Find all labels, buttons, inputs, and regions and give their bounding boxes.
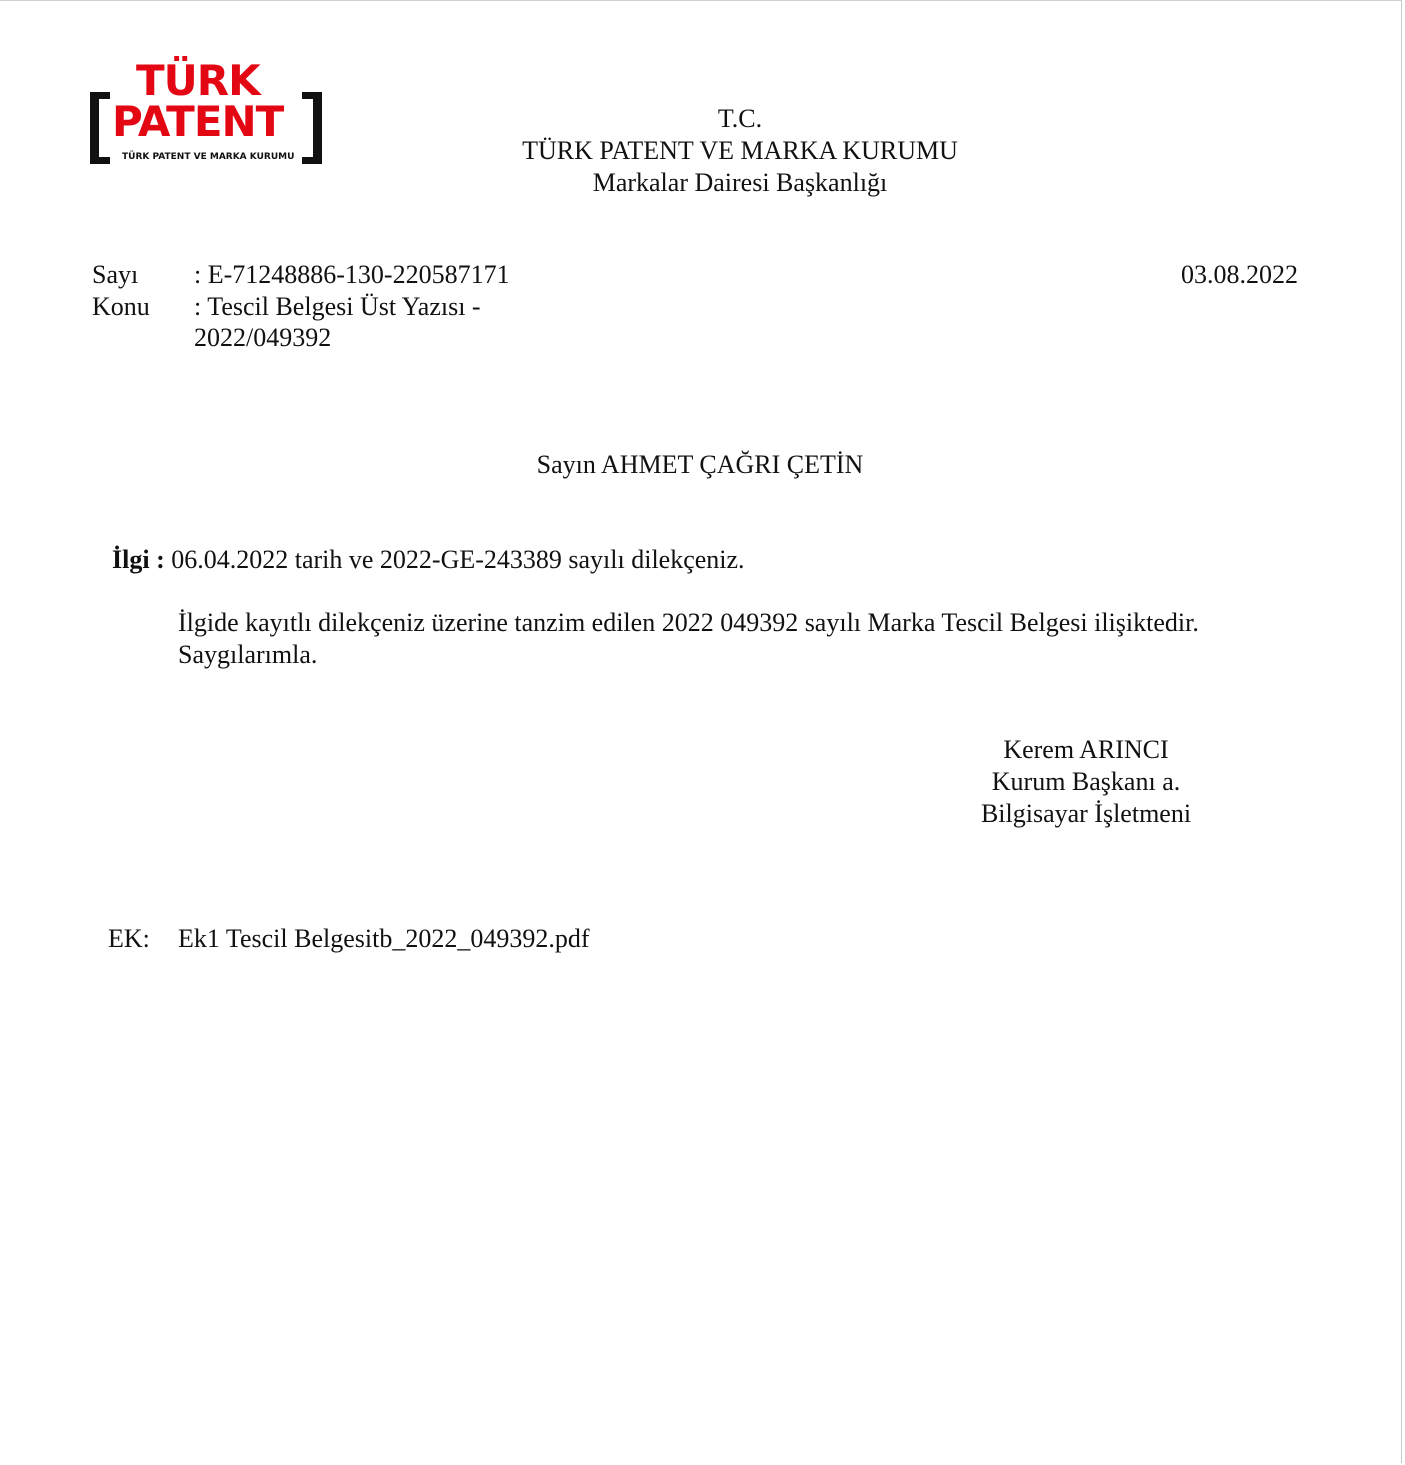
letterhead	[440, 103, 1040, 199]
logo-left-bracket	[90, 92, 99, 164]
konu-label: Konu	[92, 292, 150, 321]
sayi-label: Sayı	[92, 260, 139, 289]
ilgi-label: İlgi :	[112, 545, 165, 574]
ilgi-line	[112, 544, 745, 576]
ilgi-text: 06.04.2022 tarih ve 2022-GE-243389 sayılı dilekçeniz.	[171, 545, 745, 574]
document-date: 03.08.2022	[1181, 260, 1298, 289]
letter-body	[178, 607, 1199, 671]
letterhead-line-department: Markalar Dairesi Başkanlığı	[592, 168, 888, 197]
signer-role: Bilgisayar İşletmeni	[980, 799, 1192, 828]
konu-value: : Tescil Belgesi Üst Yazısı -	[194, 292, 481, 321]
konu-value-continued: 2022/049392	[194, 323, 332, 352]
logo-right-bracket	[313, 92, 322, 164]
logo-word-patent: PATENT	[112, 97, 284, 146]
logo-subtitle: TÜRK PATENT VE MARKA KURUMU	[122, 152, 295, 162]
attachment-file: Ek1 Tescil Belgesitb_2022_049392.pdf	[178, 924, 590, 953]
letterhead-line-tc: T.C.	[717, 104, 763, 133]
sayi-value: : E-71248886-130-220587171	[194, 260, 510, 289]
signature-block	[936, 734, 1236, 830]
turk-patent-logo	[90, 56, 322, 167]
attachment-label: EK:	[108, 924, 150, 953]
signer-name: Kerem ARINCI	[1003, 735, 1169, 764]
recipient: Sayın AHMET ÇAĞRI ÇETİN	[536, 450, 864, 479]
body-closing: Saygılarımla.	[178, 640, 318, 669]
signer-title: Kurum Başkanı a.	[991, 767, 1181, 796]
logo-word-turk: TÜRK	[136, 56, 260, 105]
letterhead-line-institution: TÜRK PATENT VE MARKA KURUMU	[522, 136, 958, 165]
body-paragraph: İlgide kayıtlı dilekçeniz üzerine tanzim edilen 2022 049392 sayılı Marka Tescil Belgesi ilişiktedir.	[178, 608, 1199, 637]
